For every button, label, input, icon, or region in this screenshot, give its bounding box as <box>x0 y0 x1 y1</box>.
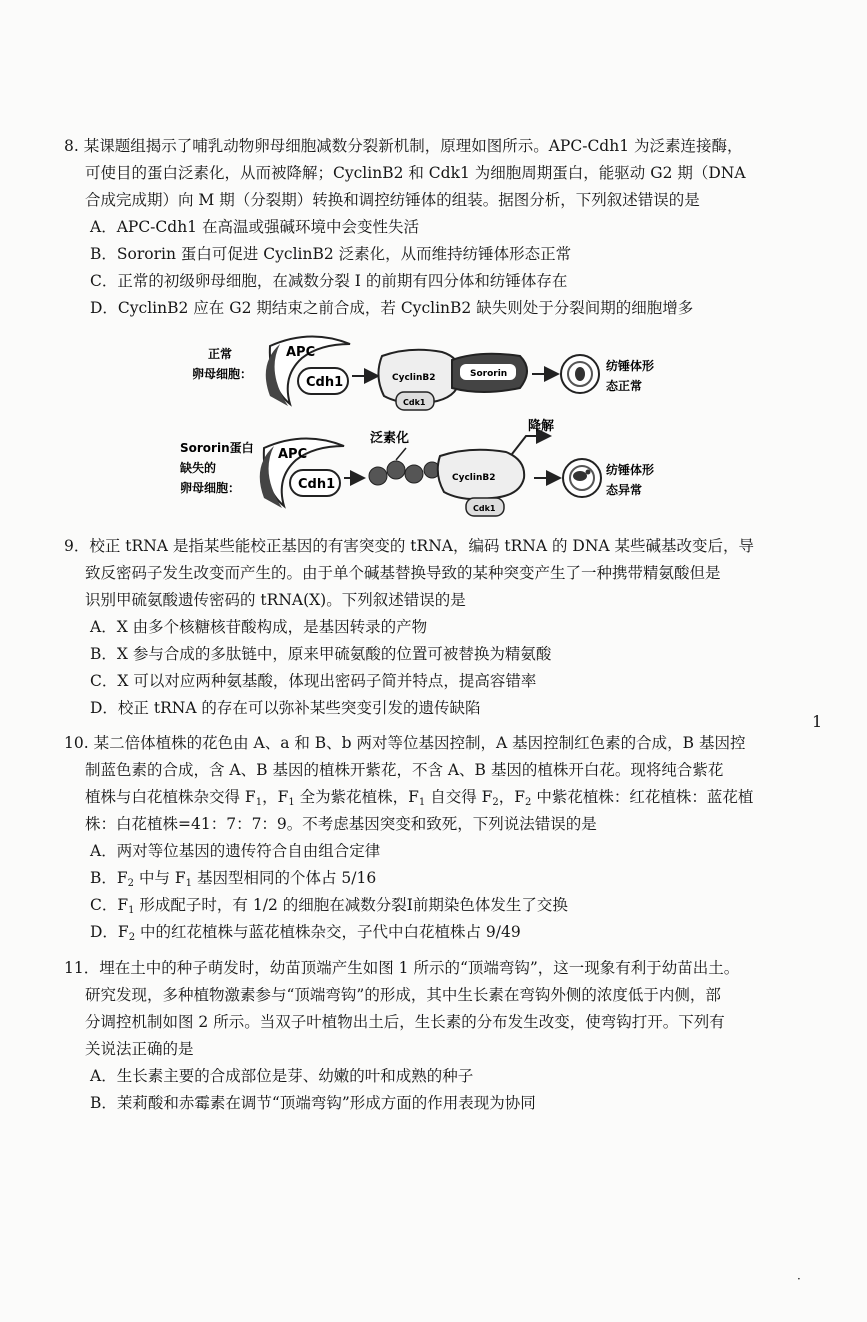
question-10-option-b: B．$F_2$ 中与 $F_1$ 基因型相同的个体占 5/16 <box>90 869 377 889</box>
question-9-option-b: B．X 参与合成的多肽链中，原来甲硫氨酸的位置可被替换为精氨酸 <box>90 645 552 663</box>
ubiquitin-icon <box>369 467 387 485</box>
scan-dot: · <box>797 1272 801 1286</box>
row2-label: 缺失的 <box>180 461 217 475</box>
ubiquitin-icon <box>387 461 405 479</box>
question-9 <box>64 533 802 722</box>
question-9-option-c: C．X 可以对应两种氨基酸，体现出密码子简并特点，提高容错率 <box>90 672 537 690</box>
question-9-option-a: A．X 由多个核糖核苷酸构成，是基因转录的产物 <box>90 618 428 636</box>
cyclinb2-label: CyclinB2 <box>392 373 436 383</box>
row1-label: 卵母细胞： <box>192 367 253 381</box>
question-8-option-b: B．Sororin 蛋白可促进 CyclinB2 泛素化，从而维持纺锤体形态正常 <box>90 245 572 263</box>
question-10-stem-line: 10. 某二倍体植株的花色由 A、a 和 B、b 两对等位基因控制，A 基因控制红色素的合成，B 基因控 <box>64 734 746 752</box>
row2-label: 卵母细胞： <box>180 481 241 495</box>
question-9-stem-line: 致反密码子发生改变而产生的。由于单个碱基替换导致的某种突变产生了一种携带精氨酸但是 <box>85 564 721 582</box>
question-10 <box>64 730 802 946</box>
question-11-stem-line: 11．埋在土中的种子萌发时，幼苗顶端产生如图 1 所示的“顶端弯钩”，这一现象有利于幼苗出土。 <box>64 959 740 977</box>
apc-label: APC <box>278 447 308 462</box>
question-8 <box>64 133 802 322</box>
degradation-arrow <box>512 436 550 454</box>
question-8-option-d: D．CyclinB2 应在 G2 期结束之前合成，若 CyclinB2 缺失则处于分裂间期的细胞增多 <box>90 299 694 317</box>
row1-label: 正常 <box>208 347 233 361</box>
cdh1-label: Cdh1 <box>306 375 344 390</box>
question-11 <box>64 955 802 1117</box>
question-9-option-d: D．校正 tRNA 的存在可以弥补某些突变引发的遗传缺陷 <box>90 699 481 717</box>
question-11-stem-line: 研究发现，多种植物激素参与“顶端弯钩”的形成，其中生长素在弯钩外侧的浓度低于内侧，部 <box>85 986 721 1004</box>
margin-mark: 1 <box>812 712 823 731</box>
question-11-option-b: B．茉莉酸和赤霉素在调节“顶端弯钩”形成方面的作用表现为协同 <box>90 1094 536 1112</box>
question-8-stem-line: 合成完成期）向 M 期（分裂期）转换和调控纺锤体的组装。据图分析，下列叙述错误的是 <box>85 191 700 209</box>
degradation-label: 降解 <box>528 419 555 434</box>
question-10-option-c: C．$F_1$ 形成配子时，有 1/2 的细胞在减数分裂Ⅰ前期染色体发生了交换 <box>90 896 568 916</box>
row1-result: 纺锤体形 <box>606 359 655 373</box>
question-9-stem-line: 9．校正 tRNA 是指某些能校正基因的有害突变的 tRNA，编码 tRNA 的 DNA 某些碱基改变后，导 <box>64 537 755 555</box>
question-11-option-a: A．生长素主要的合成部位是芽、幼嫩的叶和成熟的种子 <box>90 1067 474 1085</box>
question-10-option-d: D．$F_2$ 中的红花植株与蓝花植株杂交，子代中白花植株占 9/49 <box>90 923 521 943</box>
spindle-normal-icon <box>575 367 585 381</box>
mechanism-diagram <box>170 326 730 526</box>
question-11-stem-line: 分调控机制如图 2 所示。当双子叶植物出土后，生长素的分布发生改变，使弯钩打开。下列有 <box>85 1013 725 1031</box>
row2-label: Sororin蛋白 <box>180 441 254 455</box>
question-8-stem-line: 可使目的蛋白泛素化，从而被降解；CyclinB2 和 Cdk1 为细胞周期蛋白，能驱动 G2 期（DNA <box>85 164 746 182</box>
cdk1-label: Cdk1 <box>403 398 426 407</box>
spindle-abnormal-icon <box>573 471 587 481</box>
apc-label: APC <box>286 345 316 360</box>
cdk1-label: Cdk1 <box>473 504 496 513</box>
question-8-option-c: C．正常的初级卵母细胞，在减数分裂 I 的前期有四分体和纺锤体存在 <box>90 272 568 290</box>
question-10-stem-line: 制蓝色素的合成，含 A、B 基因的植株开紫花，不含 A、B 基因的植株开白花。现将纯合紫花 <box>85 761 724 779</box>
ubiquitination-label: 泛素化 <box>370 431 410 446</box>
question-10-option-a: A．两对等位基因的遗传符合自由组合定律 <box>90 842 381 860</box>
row2-result: 态异常 <box>606 483 643 497</box>
question-9-stem-line: 识别甲硫氨酸遗传密码的 tRNA(X)。下列叙述错误的是 <box>85 591 466 609</box>
question-8-stem-line: 8. 某课题组揭示了哺乳动物卵母细胞减数分裂新机制，原理如图所示。APC-Cdh1 为泛素连接酶， <box>64 137 743 155</box>
question-8-option-a: A．APC-Cdh1 在高温或强碱环境中会变性失活 <box>90 218 419 236</box>
question-11-stem-line: 关说法正确的是 <box>85 1040 194 1058</box>
cyclinb2-label: CyclinB2 <box>452 473 496 483</box>
ubiquitin-icon <box>405 465 423 483</box>
row2-result: 纺锤体形 <box>606 463 655 477</box>
question-10-stem-line: 植株与白花植株杂交得 $F_1$，$F_1$ 全为紫花植株，$F_1$ 自交得 $F_2$，$F_2$ 中紫花植株：红花植株：蓝花植 <box>85 788 754 808</box>
sororin-label: Sororin <box>470 369 508 379</box>
row1-result: 态正常 <box>606 379 643 393</box>
cdh1-label: Cdh1 <box>298 477 336 492</box>
question-10-stem-line: 株：白花植株=41：7：7：9。不考虑基因突变和致死，下列说法错误的是 <box>85 815 597 833</box>
